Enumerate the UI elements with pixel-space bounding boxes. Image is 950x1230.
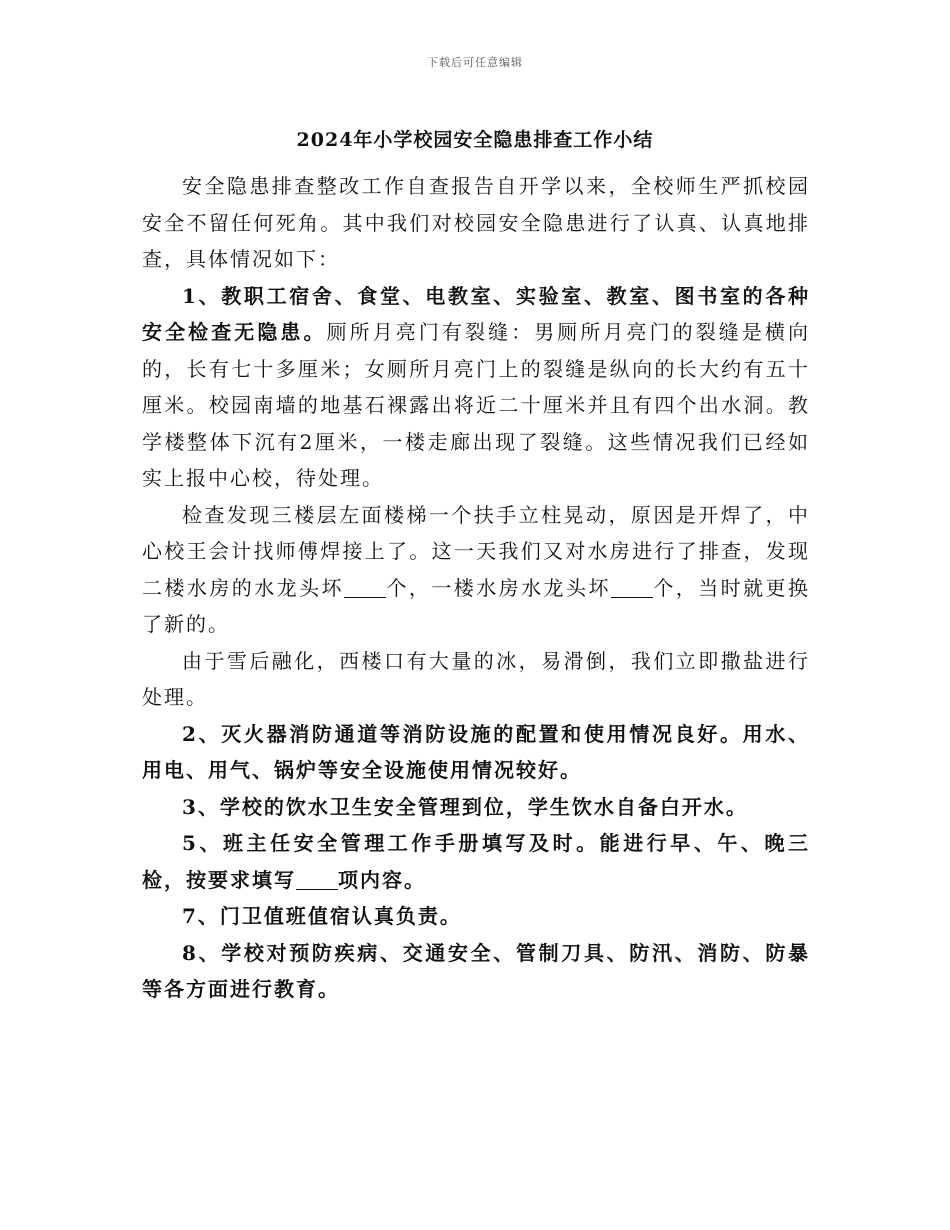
- header-note: 下载后可任意编辑: [427, 56, 523, 69]
- item-5-paragraph: [142, 825, 810, 898]
- fill-in-blank: [611, 577, 653, 598]
- inspection-text-b: 个，一楼水房水龙头坏: [386, 575, 611, 600]
- item-8-paragraph: 8、学校对预防疾病、交通安全、管制刀具、防汛、消防、防暴等各方面进行教育。: [142, 940, 810, 1001]
- item-3-paragraph: 3、学校的饮水卫生安全管理到位，学生饮水自备白开水。: [182, 794, 748, 819]
- intro-paragraph: 安全隐患排查整改工作自查报告自开学以来，全校师生严抓校园安全不留任何死角。其中我们对校园安全隐患进行了认真、认真地排查，具体情况如下：: [142, 174, 810, 271]
- item-1-heading: 1、教职工宿舍、食堂、电教室、实验室、教室、图书室的各种安全检查无隐患。: [142, 283, 810, 344]
- item-1-paragraph: [142, 278, 810, 497]
- fill-in-blank: [344, 577, 386, 598]
- inspection-paragraph: [142, 497, 810, 643]
- snow-paragraph: 由于雪后融化，西楼口有大量的冰，易滑倒，我们立即撒盐进行处理。: [142, 648, 810, 709]
- document-body: [142, 168, 810, 1008]
- fill-in-blank: [296, 869, 338, 890]
- item-5-text-b: 项内容。: [338, 867, 426, 892]
- item-1-details: 厕所月亮门有裂缝：男厕所月亮门的裂缝是横向的，长有七十多厘米；女厕所月亮门上的裂缝是纵向的长大约有五十厘米。校园南墙的地基石裸露出将近二十厘米并且有四个出水洞。教学楼整体下沉有2厘米，一楼走廊出现了裂缝。这些情况我们已经如实上报中心校，待处理。: [142, 320, 811, 490]
- inspection-text-a: 检查发现三楼层左面楼梯一个扶手立柱晃动，原因是开焊了，中心校王会计找师傅焊接上了。这一天我们又对水房进行了排查，发现二楼水房的水龙头坏: [142, 502, 810, 600]
- inspection-text-c: 个，当时就更换了新的。: [142, 575, 811, 636]
- document-title: 2024年小学校园安全隐患排查工作小结: [296, 129, 654, 151]
- item-5-text-a: 5、班主任安全管理工作手册填写及时。能进行早、午、晚三检，按要求填写: [142, 831, 810, 892]
- item-7-paragraph: 7、门卫值班值宿认真负责。: [182, 904, 462, 928]
- item-2-paragraph: 2、灭火器消防通道等消防设施的配置和使用情况良好。用水、用电、用气、锅炉等安全设施使用情况较好。: [142, 721, 810, 782]
